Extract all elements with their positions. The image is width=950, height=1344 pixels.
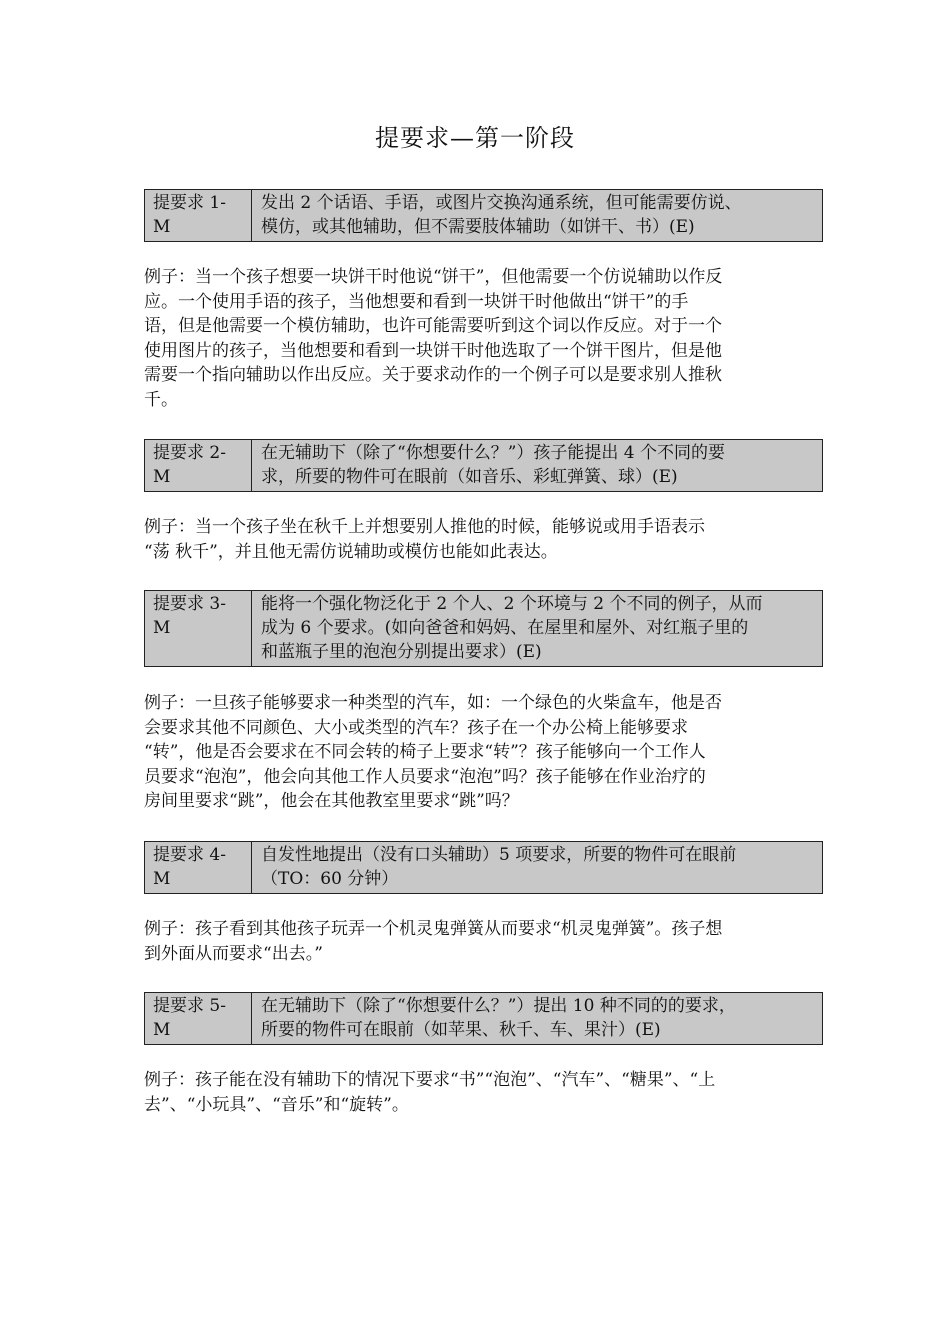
requirement-code: 提要求 3- M [145, 591, 252, 666]
requirement-box-4 [144, 841, 823, 894]
requirement-box-1 [144, 189, 823, 242]
requirement-code: 提要求 4- M [145, 842, 252, 893]
requirement-code: 提要求 1- M [145, 190, 252, 241]
requirement-description: 自发性地提出（没有口头辅助）5 项要求，所要的物件可在眼前 （TO：60 分钟） [261, 845, 737, 889]
requirement-box-2 [144, 439, 823, 492]
example-paragraph-3: 例子：一旦孩子能够要求一种类型的汽车，如：一个绿色的火柴盒车，他是否 会要求其他不同颜色、大小或类型的汽车？孩子在一个办公椅上能够要求 “转”，他是否会要求在不同会转的椅子上要求“转”？孩子能够向一个工作人 员要求“泡泡”，他会向其他工作人员要求“泡泡”吗？孩子能够在作业治疗的 房间里要求“跳”，他会在其他教室里要求“跳”吗？ [144, 693, 722, 812]
example-paragraph-2: 例子：当一个孩子坐在秋千上并想要别人推他的时候，能够说或用手语表示 “荡 秋千”，并且他无需仿说辅助或模仿也能如此表达。 [144, 517, 705, 562]
requirement-code: 提要求 2- M [145, 440, 252, 491]
requirement-description: 发出 2 个话语、手语，或图片交换沟通系统，但可能需要仿说、 模仿，或其他辅助，但不需要肢体辅助（如饼干、书）(E) [261, 193, 742, 237]
requirement-description: 在无辅助下（除了“你想要什么？”）提出 10 种不同的的要求， 所要的物件可在眼前（如苹果、秋千、车、果汁）(E) [261, 996, 736, 1040]
example-paragraph-1: 例子：当一个孩子想要一块饼干时他说“饼干”，但他需要一个仿说辅助以作反 应。一个使用手语的孩子，当他想要和看到一块饼干时他做出“饼干”的手 语，但是他需要一个模仿辅助，也许可能需要听到这个词以作反应。对于一个 使用图片的孩子，当他想要和看到一块饼干时他选取了一个饼干图片，但是他 需要一个指向辅助以作出反应。关于要求动作的一个例子可以是要求别人推秋 千。 [144, 267, 723, 410]
requirement-description: 能将一个强化物泛化于 2 个人、2 个环境与 2 个不同的例子，从而 成为 6 个要求。(如向爸爸和妈妈、在屋里和屋外、对红瓶子里的 和蓝瓶子里的泡泡分别提出要求）(E) [261, 594, 763, 662]
example-paragraph-5: 例子：孩子能在没有辅助下的情况下要求“书”“泡泡”、“汽车”、“糖果”、“上 去”、“小玩具”、“音乐”和“旋转”。 [144, 1070, 716, 1115]
page-title: 提要求—第一阶段 [375, 124, 575, 152]
requirement-code: 提要求 5- M [145, 993, 252, 1044]
requirement-description: 在无辅助下（除了“你想要什么？”）孩子能提出 4 个不同的要 求，所要的物件可在眼前（如音乐、彩虹弹簧、球）(E) [261, 443, 726, 487]
requirement-box-5 [144, 992, 823, 1045]
requirement-box-3 [144, 590, 823, 667]
example-paragraph-4: 例子：孩子看到其他孩子玩弄一个机灵鬼弹簧从而要求“机灵鬼弹簧”。孩子想 到外面从而要求“出去。” [144, 919, 723, 964]
